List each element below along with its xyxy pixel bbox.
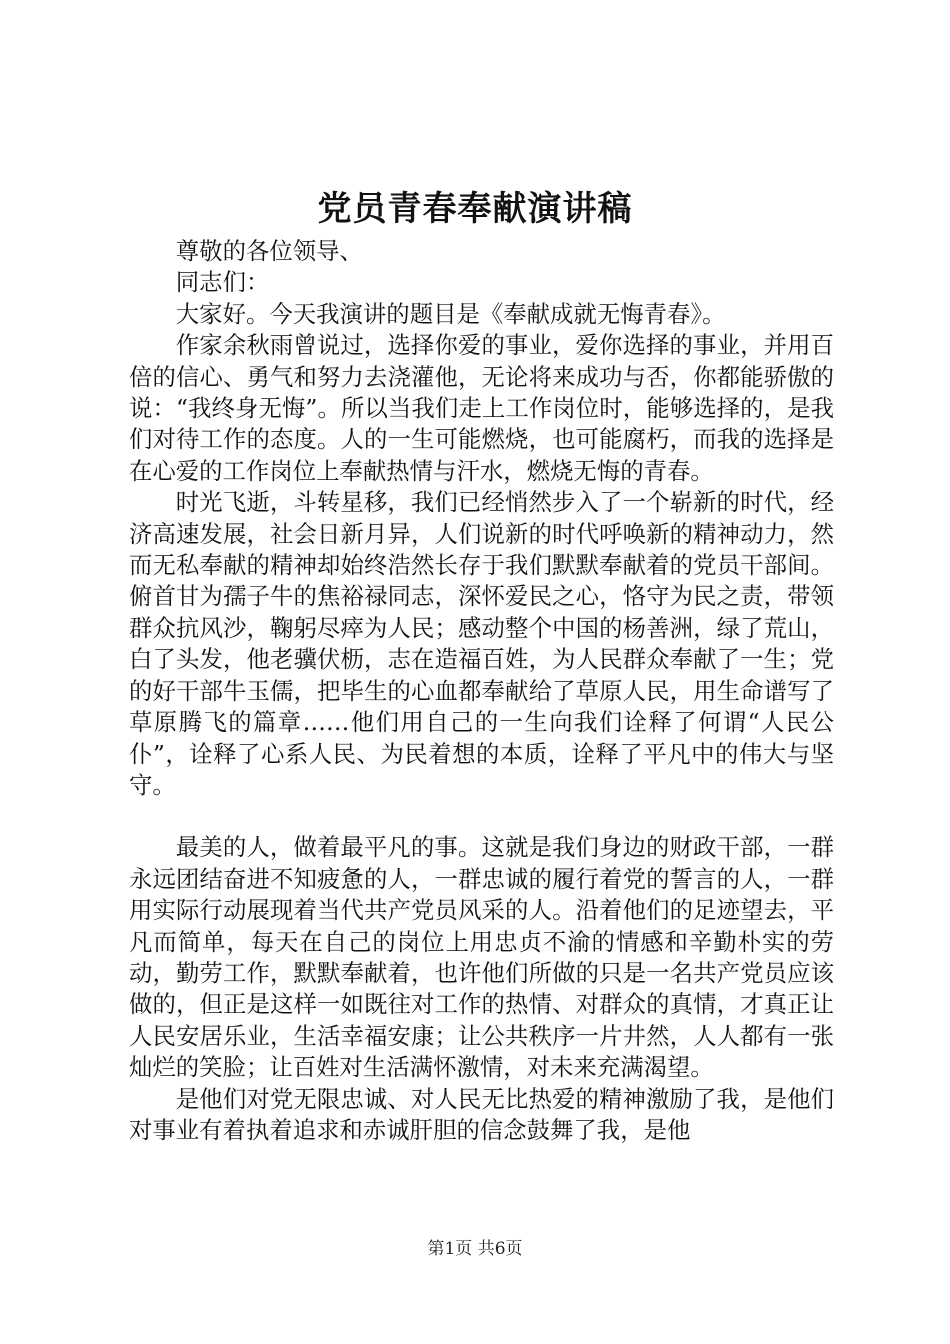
- paragraph-choice: 作家余秋雨曾说过，选择你爱的事业，爱你选择的事业，并用百倍的信心、勇气和努力去浇灌他，无论将来成功与否，你都能骄傲的说：“我终身无悔”。所以当我们走上工作岗位时，能够选择的，是我们对待工作的态度。人的一生可能燃烧，也可能腐朽，而我的选择是在心爱的工作岗位上奉献热情与汗水，燃烧无悔的青春。: [129, 331, 834, 485]
- page-footer: 第1页 共6页: [427, 1239, 523, 1259]
- paragraph-finance-cadres: 最美的人，做着最平凡的事。这就是我们身边的财政干部，一群永远团结奋进不知疲惫的人，一群忠诚的履行着党的誓言的人，一群用实际行动展现着当代共产党员风采的人。沿着他们的足迹望去，平凡而简单，每天在自己的岗位上用忠贞不渝的情感和辛勤朴实的劳动，勤劳工作，默默奉献着，也许他们所做的只是一名共产党员应该做的，但正是这样一如既往对工作的热情、对群众的真情，才真正让人民安居乐业，生活幸福安康；让公共秩序一片井然，人人都有一张灿烂的笑脸；让百姓对生活满怀激情，对未来充满渴望。: [129, 833, 834, 1082]
- document-body: [129, 236, 834, 1146]
- document-title: 党员青春奉献演讲稿: [317, 189, 633, 229]
- salutation-line-1: 尊敬的各位领导、: [175, 237, 363, 265]
- paragraph-era: 时光飞逝，斗转星移，我们已经悄然步入了一个崭新的时代，经济高速发展，社会日新月异，人们说新的时代呼唤新的精神动力，然而无私奉献的精神却始终浩然长存于我们默默奉献着的党员干部间。俯首甘为孺子牛的焦裕禄同志，深怀爱民之心，恪守为民之责，带领群众抗风沙，鞠躬尽瘁为人民；感动整个中国的杨善洲，绿了荒山，白了头发，他老骥伏枥，志在造福百姓，为人民群众奉献了一生；党的好干部牛玉儒，把毕生的心血都奉献给了草原人民，用生命谱写了草原腾飞的篇章……他们用自己的一生向我们诠释了何谓“人民公仆”，诠释了心系人民、为民着想的本质，诠释了平凡中的伟大与坚守。: [129, 488, 834, 799]
- paragraph-inspiration: 是他们对党无限忠诚、对人民无比热爱的精神激励了我，是他们对事业有着执着追求和赤诚肝胆的信念鼓舞了我，是他: [129, 1084, 834, 1144]
- salutation-line-2: 同志们：: [175, 268, 270, 297]
- paragraph-greeting: 大家好。今天我演讲的题目是《奉献成就无悔青春》。: [175, 299, 726, 328]
